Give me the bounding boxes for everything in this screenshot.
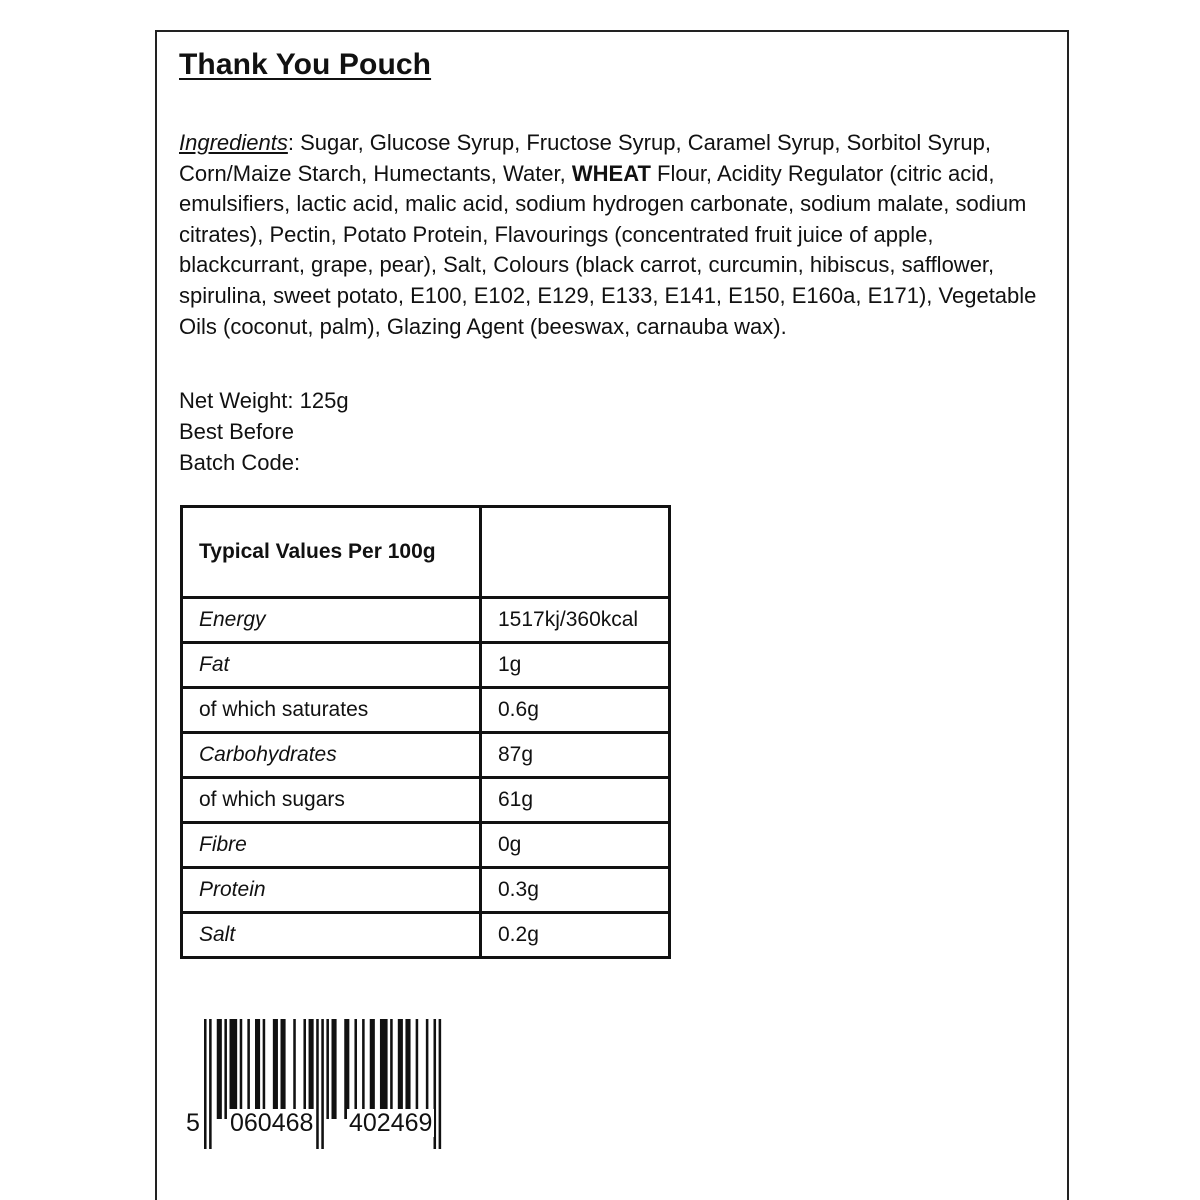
nutrient-label: of which saturates (182, 688, 481, 733)
nutrient-value: 87g (481, 733, 670, 778)
barcode-bar (263, 1019, 266, 1119)
barcode-bar (316, 1019, 319, 1149)
barcode-bar (426, 1019, 429, 1119)
nutrition-row-fibre (182, 823, 670, 868)
barcode-bar (217, 1019, 222, 1119)
nutrient-value: 1g (481, 643, 670, 688)
barcode-bar (204, 1019, 207, 1149)
nutrient-value: 0.3g (481, 868, 670, 913)
barcode-bar (354, 1019, 357, 1119)
barcode-bar (362, 1019, 365, 1119)
nutrient-label: Salt (182, 913, 481, 958)
barcode-bar (439, 1019, 442, 1149)
barcode-bar (326, 1019, 329, 1119)
barcode-bar (309, 1019, 314, 1119)
barcode-bar (344, 1019, 349, 1119)
nutrition-row-carbohydrates (182, 733, 670, 778)
nutrient-value: 1517kj/360kcal (481, 598, 670, 643)
nutrient-value: 0.2g (481, 913, 670, 958)
barcode-bar (370, 1019, 375, 1119)
barcode-bar (321, 1019, 324, 1149)
barcode-right-digits: 402469 (349, 1109, 433, 1137)
barcode-bar (380, 1019, 388, 1119)
allergen-highlight: WHEAT (571, 160, 651, 186)
product-label-card (155, 30, 1069, 1200)
nutrition-row-saturates (182, 688, 670, 733)
nutrient-label: of which sugars (182, 778, 481, 823)
barcode-bar (273, 1019, 278, 1119)
nutrient-value: 0g (481, 823, 670, 868)
barcode-bar (209, 1019, 212, 1149)
nutrition-row-fat (182, 643, 670, 688)
product-info-block (179, 385, 349, 478)
barcode-bar (240, 1019, 243, 1119)
barcode-bar (303, 1019, 306, 1119)
nutrient-value: 61g (481, 778, 670, 823)
ingredients-label: Ingredients (179, 130, 288, 155)
nutrient-value: 0.6g (481, 688, 670, 733)
barcode-bar (332, 1019, 337, 1119)
nutrient-label: Energy (182, 598, 481, 643)
barcode-bar (390, 1019, 393, 1119)
barcode-bar (293, 1019, 296, 1119)
ingredients-text-part2: Flour, Acidity Regulator (citric acid, emulsifiers, lactic acid, malic acid, sodium hydrogen carbonate, sodium malate, sodium citrates), Pectin, Potato Protein, Flavourings (concentrated fruit juice of apple, blackcurrant, grape, pear), Salt, Colours (black carrot, curcumin, hibiscus, safflower, spirulina, sweet potato, E100, E102, E129, E133, E141, E150, E160a, E171), Vegetable Oils (coconut, palm), Glazing Agent (beeswax, carnauba wax). (179, 160, 1037, 339)
barcode-first-digit: 5 (186, 1109, 200, 1137)
nutrition-header: Typical Values Per 100g (182, 507, 481, 598)
barcode-bar (416, 1019, 419, 1119)
batch-code: Batch Code: (179, 450, 301, 475)
best-before: Best Before (179, 419, 294, 444)
barcode-bar (398, 1019, 403, 1119)
nutrition-row-sugars (182, 778, 670, 823)
barcode-bar (255, 1019, 260, 1119)
ingredients-paragraph (179, 128, 1059, 342)
barcode-bar (405, 1019, 410, 1119)
nutrition-header-row (182, 507, 670, 598)
nutrition-header-value (481, 507, 670, 598)
barcode-left-digits: 060468 (230, 1109, 314, 1137)
barcode-bar (224, 1019, 227, 1119)
nutrition-row-protein (182, 868, 670, 913)
product-title: Thank You Pouch (179, 48, 432, 81)
nutrient-label: Carbohydrates (182, 733, 481, 778)
nutrition-table (180, 505, 671, 959)
barcode-bar (247, 1019, 250, 1119)
barcode-bar (281, 1019, 286, 1119)
barcode-bar (230, 1019, 238, 1119)
nutrient-label: Fibre (182, 823, 481, 868)
nutrition-row-salt (182, 913, 670, 958)
nutrition-row-energy (182, 598, 670, 643)
barcode (184, 1019, 474, 1154)
nutrient-label: Protein (182, 868, 481, 913)
nutrient-label: Fat (182, 643, 481, 688)
net-weight: Net Weight: 125g (179, 388, 349, 413)
ingredients-text-part1: : Sugar, Glucose Syrup, Fructose Syrup, Caramel Syrup, Sorbitol Syrup, Corn/Maize Starch, Humectants, Water, (179, 130, 991, 186)
